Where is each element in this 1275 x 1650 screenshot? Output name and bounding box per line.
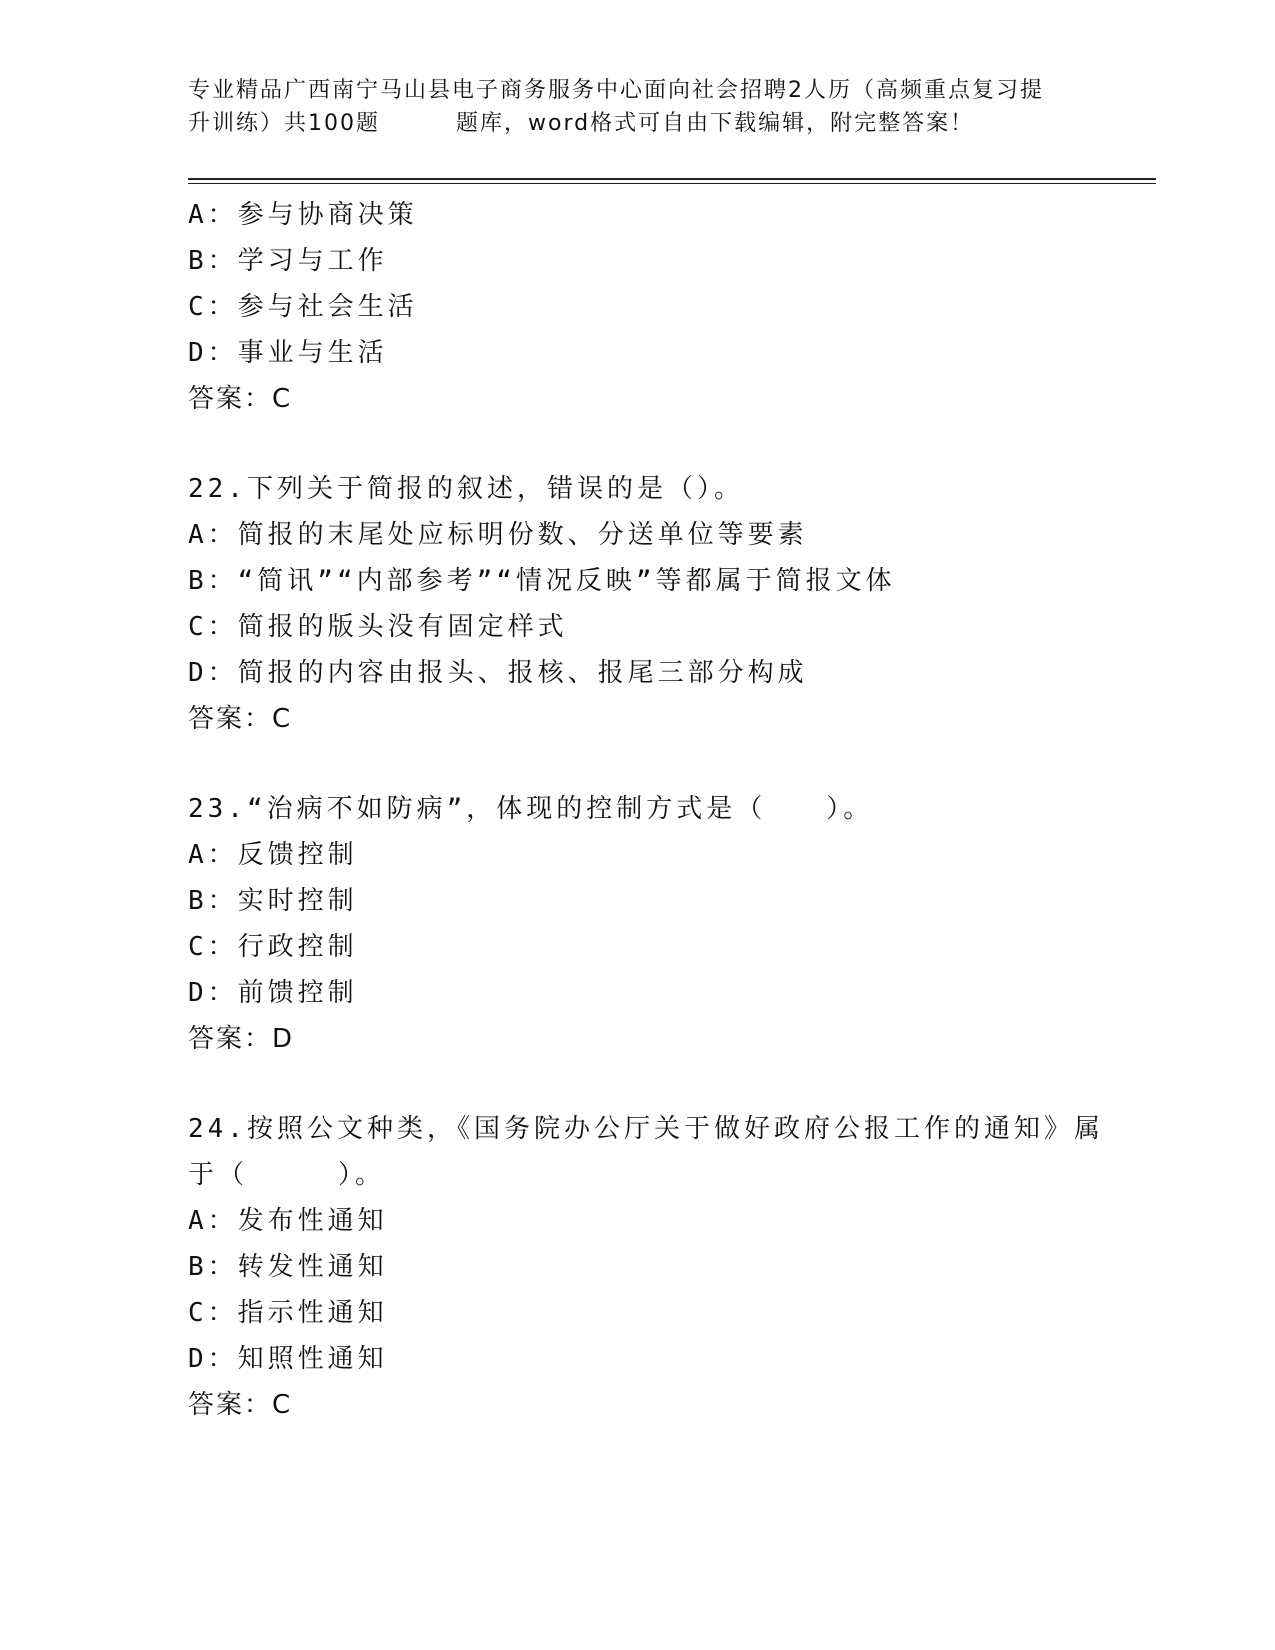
question-text-line-2: 于（ ）。 bbox=[188, 1160, 386, 1190]
question-text: 22.下列关于简报的叙述，错误的是（）。 bbox=[188, 474, 744, 504]
option-b: B：“简讯”“内部参考”“情况反映”等都属于简报文体 bbox=[188, 566, 896, 596]
option-a: A：简报的末尾处应标明份数、分送单位等要素 bbox=[188, 520, 808, 550]
question-text: 23.“治病不如防病”，体现的控制方式是（ ）。 bbox=[188, 794, 874, 824]
question-list bbox=[188, 192, 1148, 1428]
header-divider-thin bbox=[188, 183, 1156, 184]
answer: 答案：C bbox=[188, 1390, 293, 1420]
question-text-line-1: 24.按照公文种类，《国务院办公厅关于做好政府公报工作的通知》属 bbox=[188, 1114, 1104, 1144]
question-24 bbox=[188, 1106, 1148, 1428]
header-line-2-part-1: 升训练）共100题 bbox=[188, 111, 380, 136]
option-d: D：事业与生活 bbox=[188, 338, 388, 368]
option-c: C：指示性通知 bbox=[188, 1298, 388, 1328]
option-b: B：学习与工作 bbox=[188, 246, 388, 276]
question-23 bbox=[188, 786, 1148, 1062]
header-line-2 bbox=[188, 107, 1088, 140]
option-d: D：前馈控制 bbox=[188, 978, 358, 1008]
document-header bbox=[188, 74, 1088, 140]
answer: 答案：C bbox=[188, 384, 293, 414]
option-c: C：参与社会生活 bbox=[188, 292, 418, 322]
option-b: B：转发性通知 bbox=[188, 1252, 388, 1282]
answer: 答案：C bbox=[188, 704, 293, 734]
question-21 bbox=[188, 192, 1148, 422]
header-divider-thick bbox=[188, 178, 1156, 180]
option-d: D：简报的内容由报头、报核、报尾三部分构成 bbox=[188, 658, 808, 688]
header-line-1: 专业精品广西南宁马山县电子商务服务中心面向社会招聘2人历（高频重点复习提 bbox=[188, 78, 1044, 103]
question-22 bbox=[188, 466, 1148, 742]
option-a: A：反馈控制 bbox=[188, 840, 358, 870]
option-a: A：发布性通知 bbox=[188, 1206, 388, 1236]
option-c: C：简报的版头没有固定样式 bbox=[188, 612, 568, 642]
answer: 答案：D bbox=[188, 1024, 295, 1054]
header-line-2-part-2: 题库，word格式可自由下载编辑，附完整答案！ bbox=[456, 111, 975, 136]
option-c: C：行政控制 bbox=[188, 932, 358, 962]
option-a: A：参与协商决策 bbox=[188, 200, 418, 230]
option-b: B：实时控制 bbox=[188, 886, 358, 916]
option-d: D：知照性通知 bbox=[188, 1344, 388, 1374]
